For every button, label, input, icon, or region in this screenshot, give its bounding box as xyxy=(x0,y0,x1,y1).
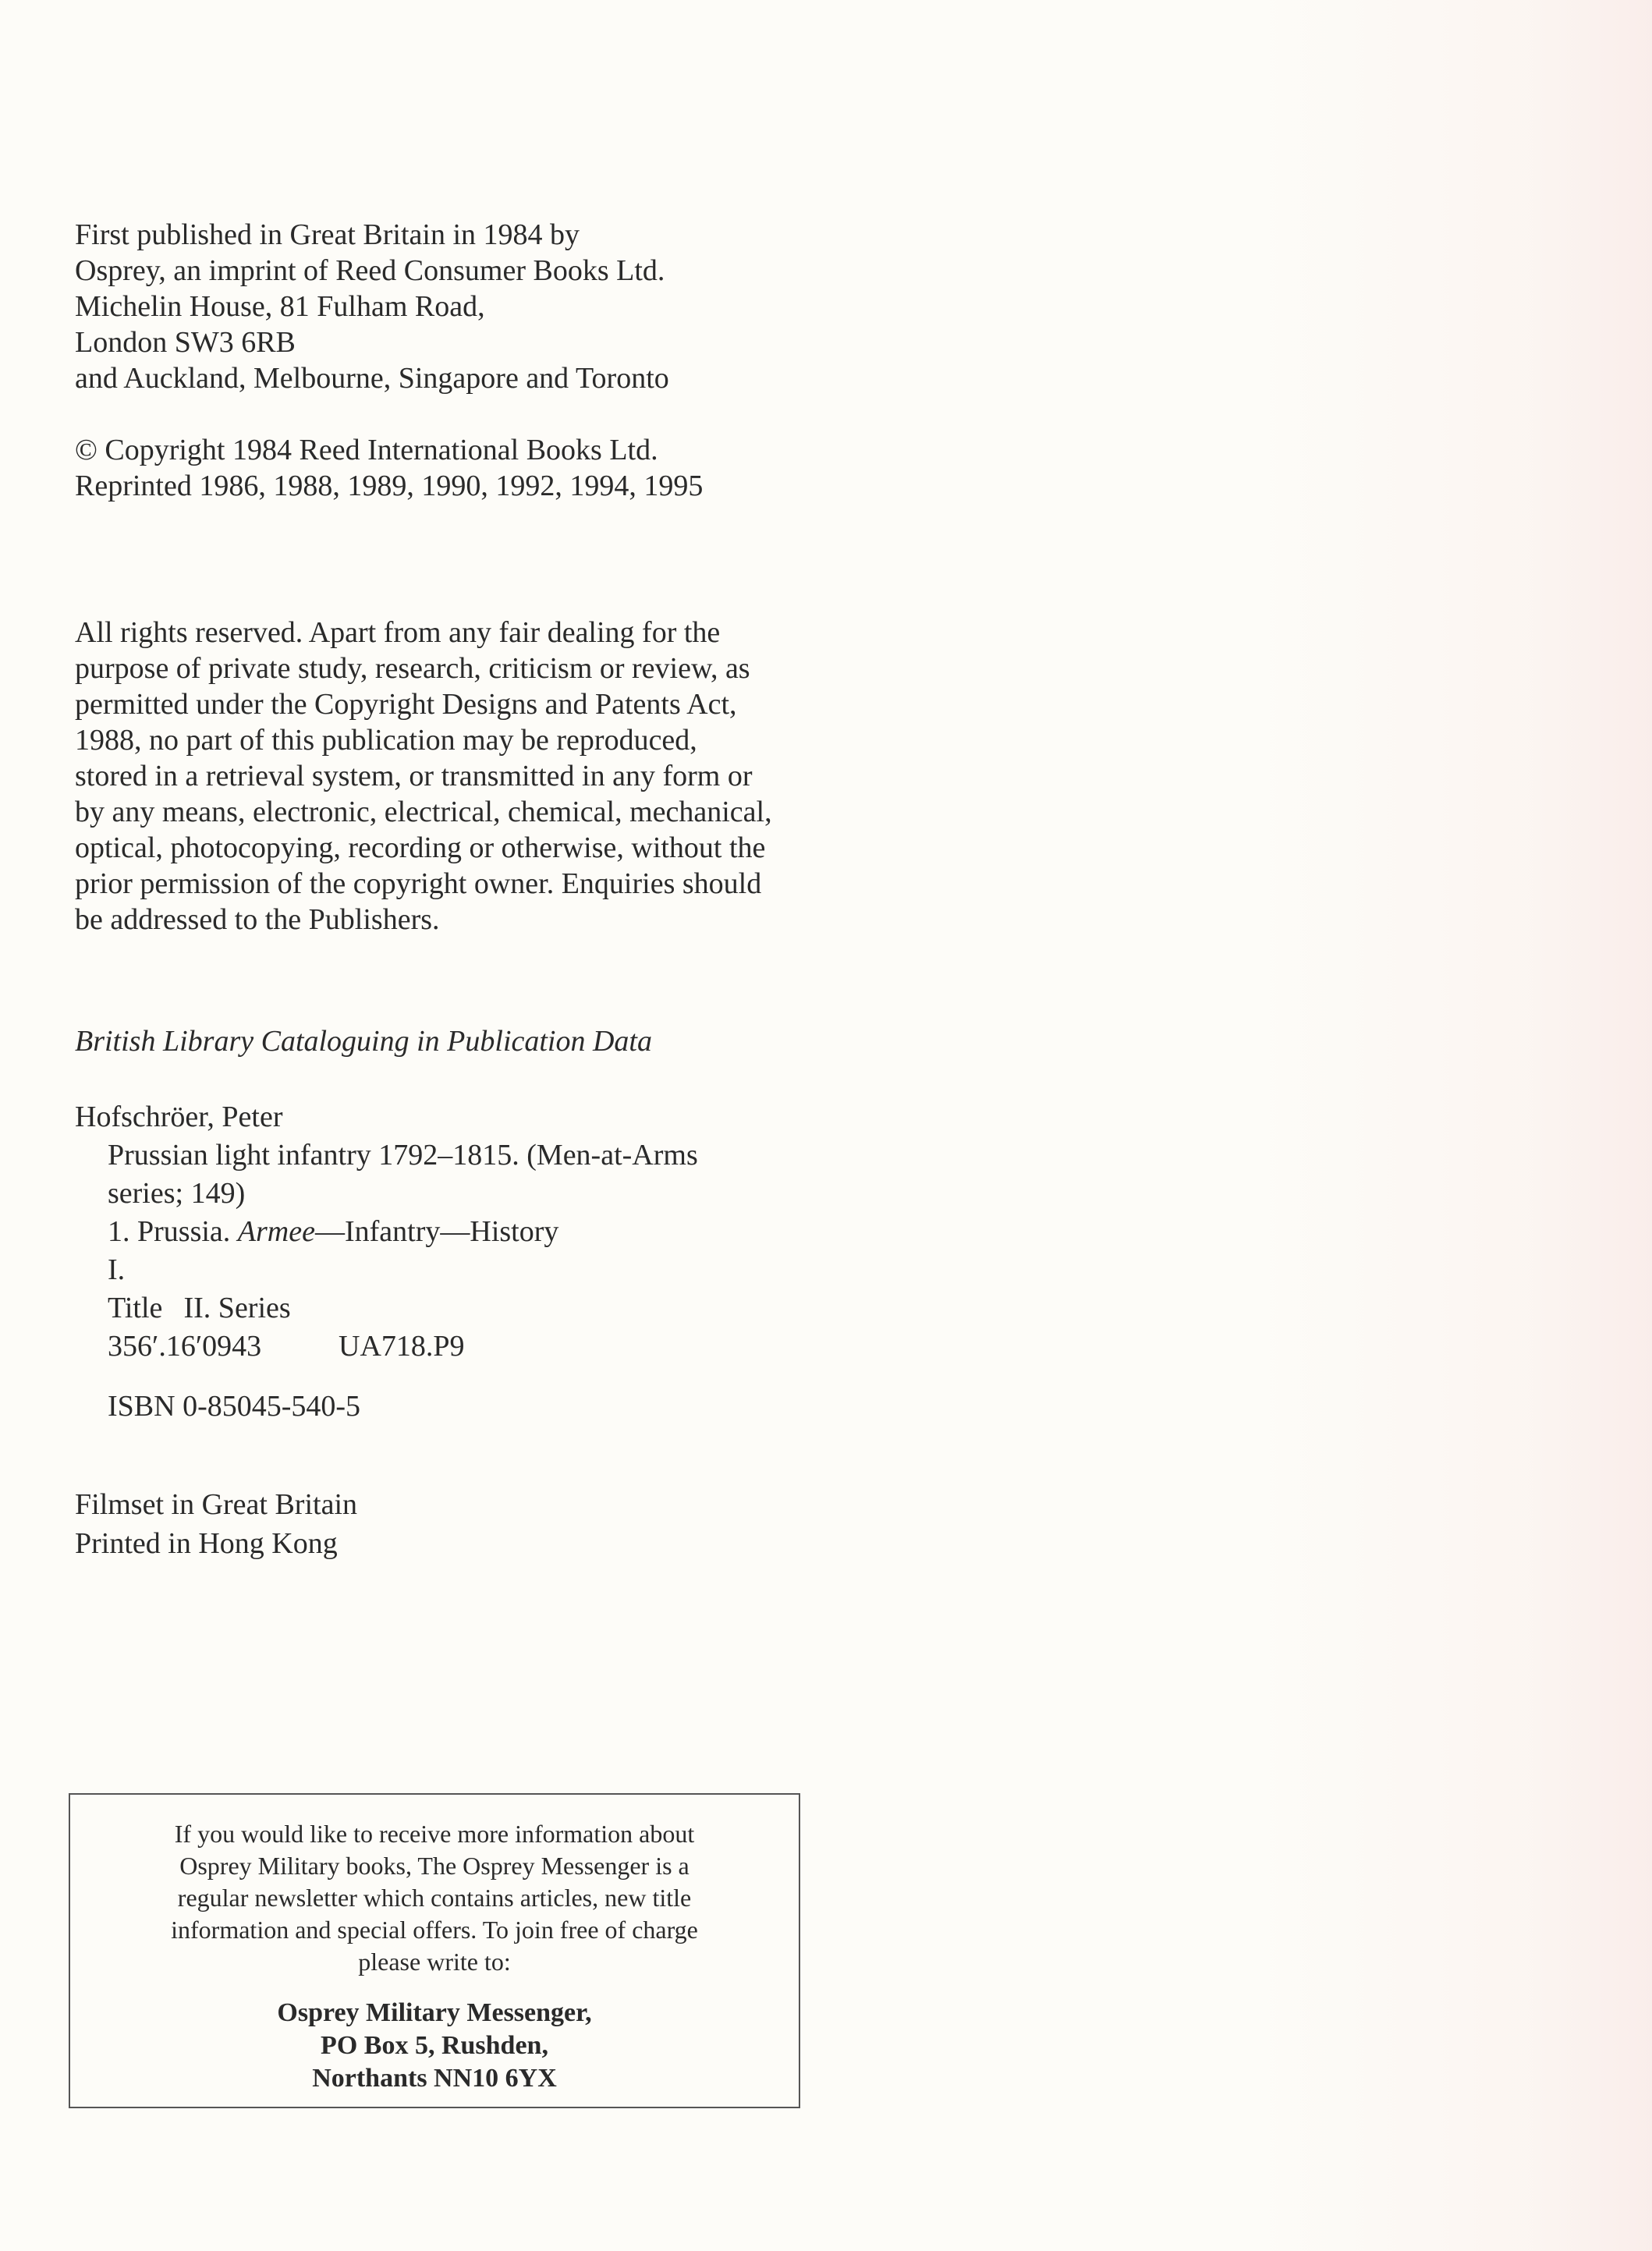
messenger-line: please write to: xyxy=(358,1948,511,1976)
messenger-line: If you would like to receive more information about xyxy=(174,1820,695,1848)
address-line: PO Box 5, Rushden, xyxy=(321,2031,548,2060)
rights-line: stored in a retrieval system, or transmitted in any form or xyxy=(75,760,753,792)
cip-added-entries xyxy=(75,1251,698,1328)
rights-line: 1988, no part of this publication may be reproduced, xyxy=(75,724,697,757)
reprint-history: Reprinted 1986, 1988, 1989, 1990, 1992, 1994, 1995 xyxy=(75,470,704,502)
cip-subject-italic: Armee xyxy=(237,1215,315,1248)
messenger-info-box xyxy=(69,1793,800,2108)
page-edge-tint xyxy=(1246,0,1652,2251)
copyright-line: © Copyright 1984 Reed International Books Ltd. xyxy=(75,434,658,466)
address-line: Osprey Military Messenger, xyxy=(277,1998,592,2027)
rights-line: by any means, electronic, electrical, chemical, mechanical, xyxy=(75,796,772,828)
filmset-line: Filmset in Great Britain xyxy=(75,1488,358,1521)
messenger-line: information and special offers. To join free of charge xyxy=(171,1916,698,1944)
publisher-line: London SW3 6RB xyxy=(75,326,296,359)
rights-line: prior permission of the copyright owner. Enquiries should xyxy=(75,867,762,900)
cip-dewey: 356′.16′0943 xyxy=(108,1330,262,1363)
publisher-line: Michelin House, 81 Fulham Road, xyxy=(75,290,485,323)
cip-record xyxy=(75,1098,698,1426)
messenger-address xyxy=(70,1997,799,2095)
rights-line: purpose of private study, research, criticism or review, as xyxy=(75,652,750,685)
cip-heading: British Library Cataloguing in Publication Data xyxy=(75,1025,652,1058)
cip-author: Hofschröer, Peter xyxy=(75,1101,283,1133)
messenger-line: Osprey Military books, The Osprey Messenger is a xyxy=(179,1852,690,1880)
cip-title: Prussian light infantry 1792–1815. (Men-at-Arms xyxy=(108,1139,698,1172)
cip-title-entry: I. Title xyxy=(108,1253,163,1324)
cip-lc: UA718.P9 xyxy=(339,1330,465,1363)
rights-reserved-paragraph xyxy=(75,615,824,938)
publisher-imprint xyxy=(75,217,669,396)
printed-line: Printed in Hong Kong xyxy=(75,1527,338,1560)
production-notes xyxy=(75,1485,357,1563)
address-line: Northants NN10 6YX xyxy=(312,2064,557,2093)
publisher-line: and Auckland, Melbourne, Singapore and Toronto xyxy=(75,362,669,395)
publisher-line: First published in Great Britain in 1984 by xyxy=(75,218,580,251)
rights-line: optical, photocopying, recording or otherwise, without the xyxy=(75,831,766,864)
cip-subject xyxy=(75,1213,698,1251)
rights-line: All rights reserved. Apart from any fair dealing for the xyxy=(75,616,721,649)
cip-series-entry: II. Series xyxy=(183,1292,291,1324)
messenger-line: regular newsletter which contains articles, new title xyxy=(177,1884,692,1912)
cip-classification xyxy=(75,1328,698,1366)
rights-line: be addressed to the Publishers. xyxy=(75,903,440,936)
cip-subject-number: 1. Prussia. xyxy=(108,1215,231,1248)
messenger-message xyxy=(111,1818,758,1978)
copyright-notice xyxy=(75,432,703,504)
isbn: ISBN 0-85045-540-5 xyxy=(108,1390,361,1423)
cip-series: series; 149) xyxy=(108,1177,246,1210)
cip-subject-rest: —Infantry—History xyxy=(314,1215,559,1248)
publisher-line: Osprey, an imprint of Reed Consumer Books Ltd. xyxy=(75,254,665,287)
rights-line: permitted under the Copyright Designs and Patents Act, xyxy=(75,688,737,721)
